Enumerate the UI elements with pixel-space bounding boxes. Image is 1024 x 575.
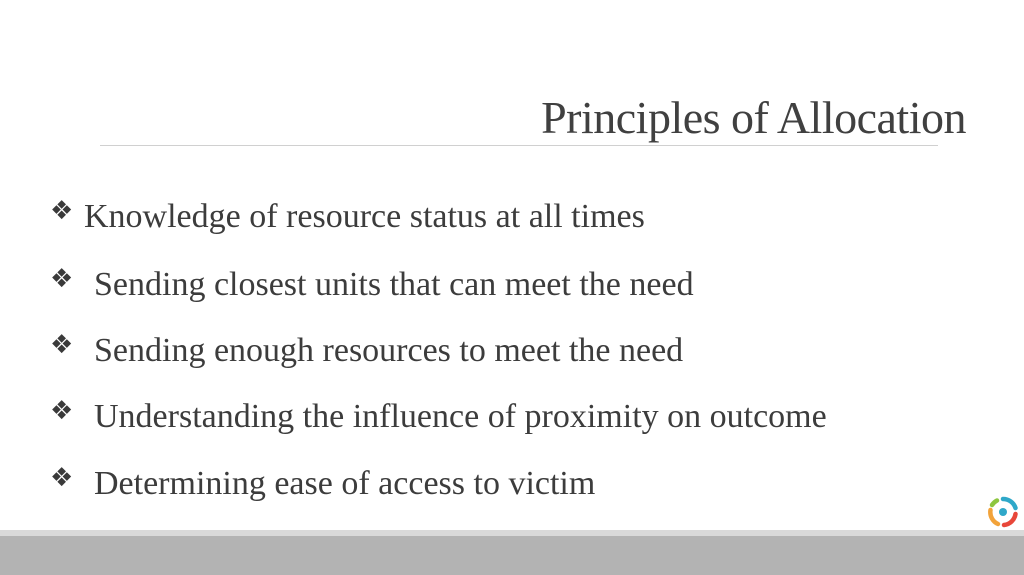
bullet-text: Understanding the influence of proximity on outcome [94,398,827,435]
bullet-marker-icon: ❖ [50,196,74,226]
bullet-text: Sending enough resources to meet the need [94,332,684,369]
bullet-marker-icon: ❖ [50,264,74,294]
title-divider [100,145,938,146]
bullet-item [50,194,645,244]
bullet-text: Determining ease of access to victim [94,465,596,502]
bullet-text: Sending closest units that can meet the need [94,266,694,303]
circular-arrows-logo-icon [987,496,1019,528]
bullet-item [50,328,683,378]
footer-bar [0,536,1024,575]
slide-title: Principles of Allocation [541,92,966,143]
bullet-text: Knowledge of resource status at all times [84,198,645,235]
bullet-marker-icon: ❖ [50,330,74,360]
bullet-marker-icon: ❖ [50,396,74,426]
bullet-item [50,262,694,312]
bullet-marker-icon: ❖ [50,463,74,493]
bullet-item [50,394,827,444]
bullet-item [50,461,595,511]
